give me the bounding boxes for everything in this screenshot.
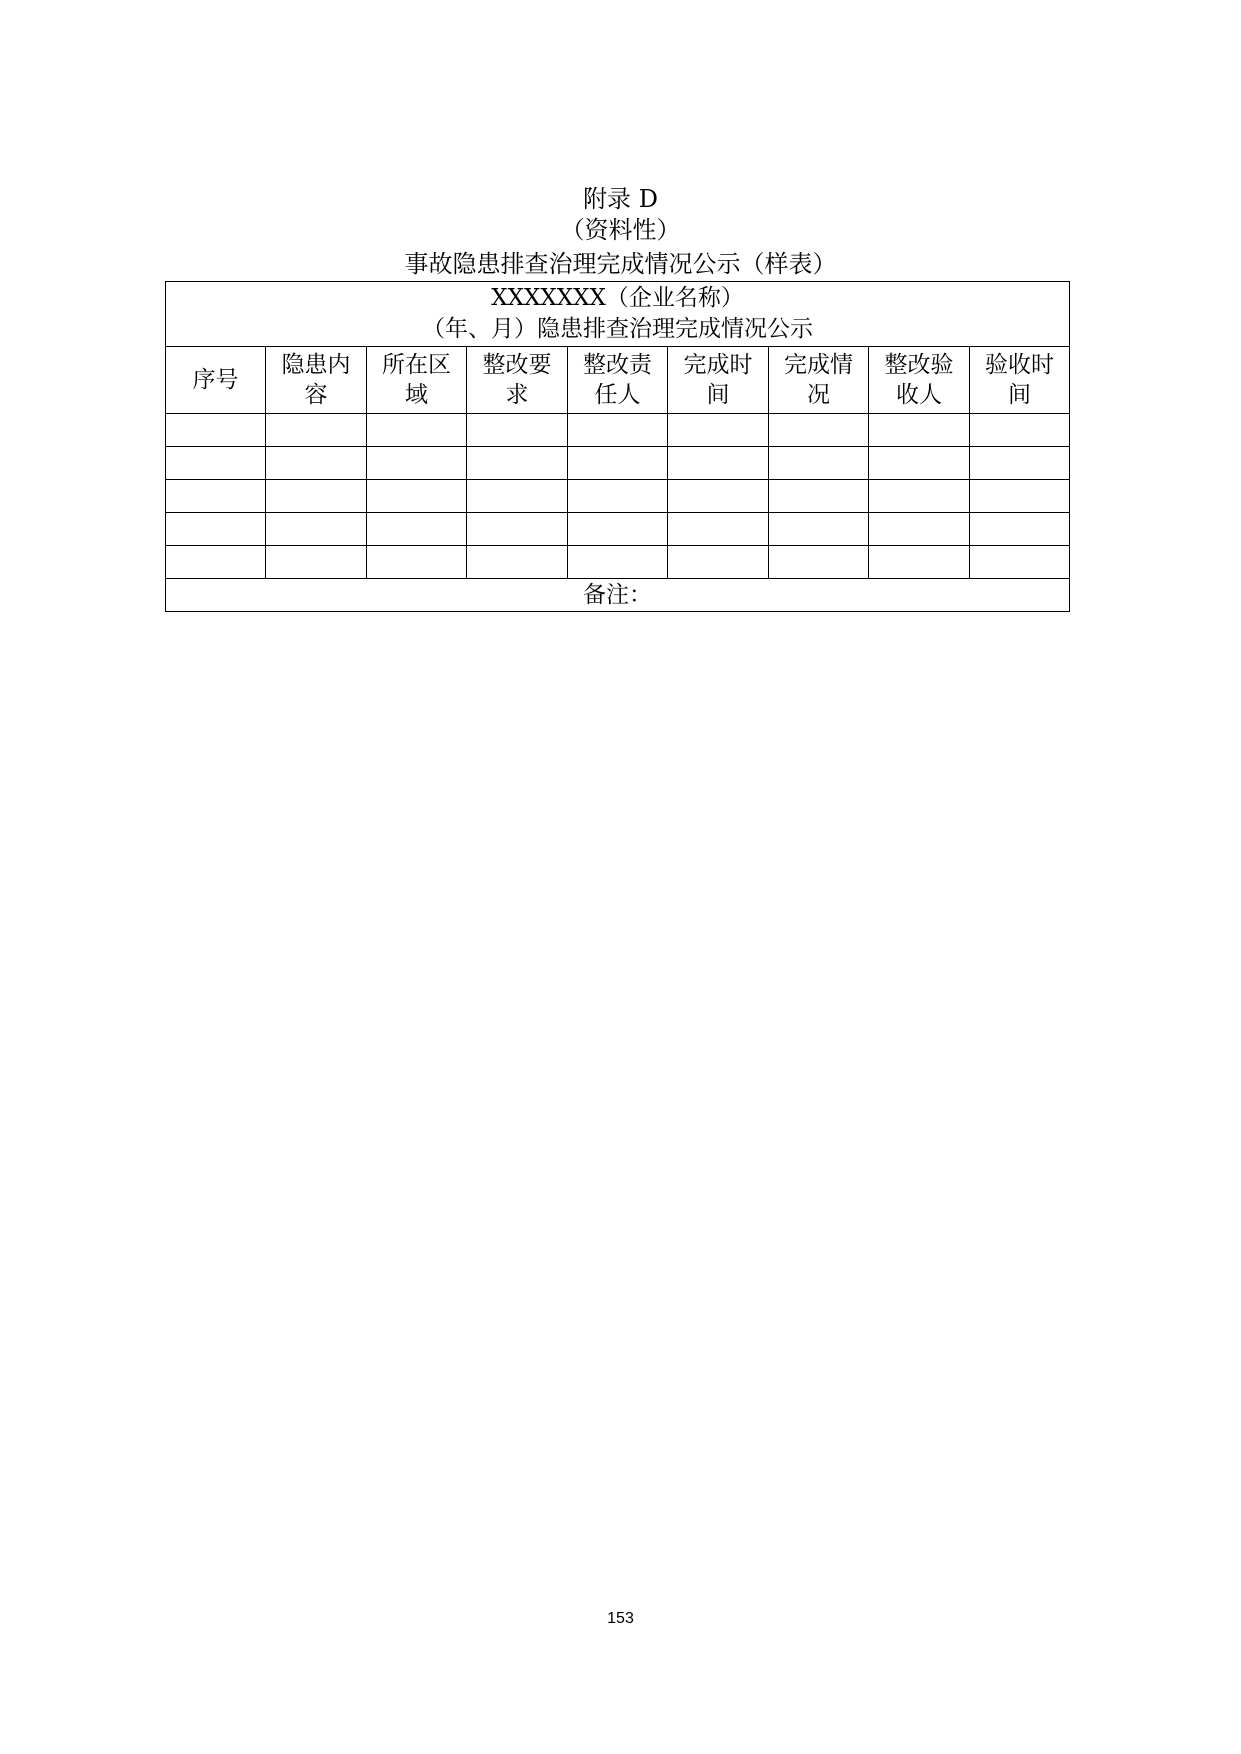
table-row [166, 447, 1070, 480]
table-cell [668, 447, 769, 480]
table-cell [668, 546, 769, 579]
table-cell [668, 480, 769, 513]
table-cell [769, 480, 869, 513]
form-title: 事故隐患排查治理完成情况公示（样表） [404, 250, 837, 278]
table-cell [568, 447, 668, 480]
header-label: 序号 [192, 367, 239, 393]
company-name-line: XXXXXXX（企业名称） [491, 285, 744, 311]
table-cell [367, 447, 467, 480]
header-label: 整改验收人 [884, 352, 954, 408]
appendix-subtitle: （资料性） [560, 216, 681, 244]
table-cell [467, 546, 568, 579]
header-label: 整改要求 [482, 352, 552, 408]
table-cell [568, 546, 668, 579]
table-cell [467, 447, 568, 480]
table-cell [266, 447, 367, 480]
table-header-row [166, 347, 1070, 414]
table-cell [367, 480, 467, 513]
table-cell [769, 513, 869, 546]
table-row [166, 480, 1070, 513]
table-row [166, 513, 1070, 546]
header-label: 验收时间 [985, 352, 1055, 408]
table-cell [166, 513, 266, 546]
header-label: 完成情况 [784, 352, 853, 408]
hazard-disclosure-table [165, 281, 1070, 612]
table-cell [367, 546, 467, 579]
header-label: 隐患内容 [281, 352, 351, 408]
table-cell [568, 480, 668, 513]
header-cell-rectification-requirement [467, 347, 568, 414]
table-cell [166, 414, 266, 447]
table-cell [869, 447, 970, 480]
table-cell [869, 513, 970, 546]
table-cell [769, 447, 869, 480]
table-cell [467, 414, 568, 447]
header-label: 所在区域 [382, 352, 451, 408]
table-cell [367, 414, 467, 447]
header-cell-hazard-content [266, 347, 367, 414]
remark-label: 备注： [583, 582, 653, 608]
table-cell [869, 546, 970, 579]
table-cell [266, 546, 367, 579]
table-row [166, 546, 1070, 579]
table-cell [769, 414, 869, 447]
header-cell-responsible-person [568, 347, 668, 414]
table-row [166, 414, 1070, 447]
table-cell [970, 546, 1070, 579]
table-cell [467, 513, 568, 546]
header-cell-acceptance-person [869, 347, 970, 414]
header-cell-completion-status [769, 347, 869, 414]
table-cell [568, 513, 668, 546]
table-cell [166, 546, 266, 579]
table-cell [467, 480, 568, 513]
table-cell [769, 546, 869, 579]
page-number: 153 [607, 1610, 634, 1627]
table-cell [367, 513, 467, 546]
disclosure-title-line: （年、月）隐患排查治理完成情况公示 [422, 316, 814, 342]
table-cell [869, 480, 970, 513]
table-cell [970, 447, 1070, 480]
remark-cell [166, 579, 1070, 612]
table-cell [266, 513, 367, 546]
header-cell-acceptance-time [970, 347, 1070, 414]
table-cell [970, 480, 1070, 513]
table-cell [166, 480, 266, 513]
table-cell [869, 414, 970, 447]
table-cell [166, 447, 266, 480]
table-cell [266, 414, 367, 447]
table-cell [970, 513, 1070, 546]
table-cell [266, 480, 367, 513]
header-cell-completion-time [668, 347, 769, 414]
table-cell [668, 513, 769, 546]
remark-row [166, 579, 1070, 612]
header-label: 完成时间 [683, 352, 753, 408]
header-label: 整改责任人 [583, 352, 652, 408]
header-cell-serial [166, 347, 266, 414]
table-banner [166, 282, 1070, 347]
table-banner-row [166, 282, 1070, 347]
table-cell [668, 414, 769, 447]
appendix-title: 附录 D [583, 185, 658, 213]
table-cell [568, 414, 668, 447]
table-cell [970, 414, 1070, 447]
header-cell-area [367, 347, 467, 414]
